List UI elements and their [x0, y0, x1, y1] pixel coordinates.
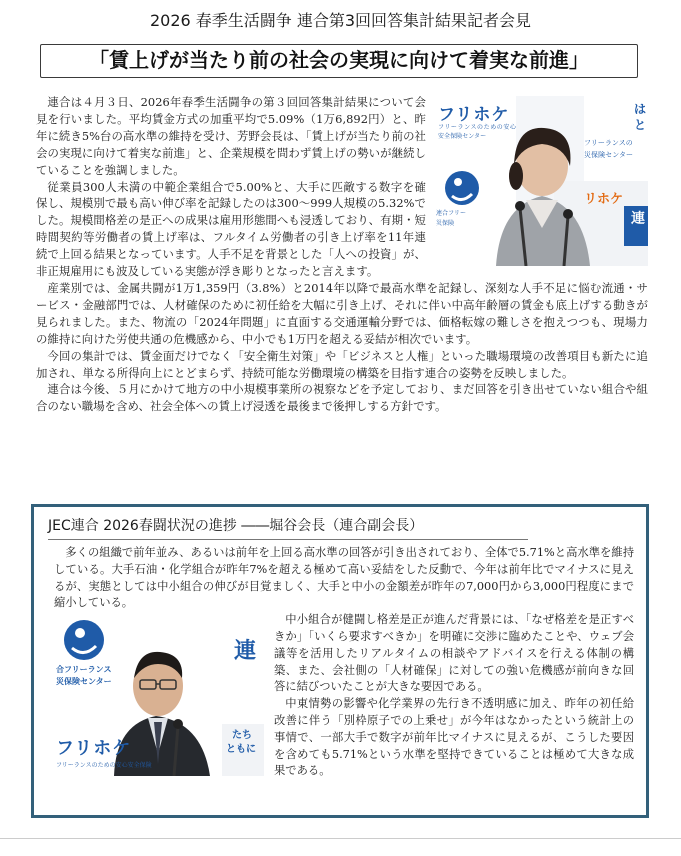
jec-sidebar-box: [31, 504, 649, 818]
side-text-b: と: [634, 118, 647, 132]
article-paragraph: 産業別では、金属共闘が1万1,359円（3.8%）と2014年以降で最高水準を記録し、深刻な人手不足に悩む流通・サービス・金融部門では、人材確保のために初任給を大幅に引き上げ、それに伴い中高年齢層の賃金も底上げする動きが見られました。また、物流の「2024年問題」に直面する交通運輸分野では、価格転嫁の難しさを抱えつつも、現場力の維持に向けた労使共通の危機感から、中小でも1万円を超える妥結が相次でいます。: [36, 280, 648, 346]
sign2-fuhoke: フリホケ: [56, 738, 132, 760]
article-paragraph: 連合は今後、５月にかけて地方の中小規模事業所の視察などを予定しており、まだ回答を引き出せていない組合や組合のない職場を含め、社会全体への賃上げ浸透を最後まで後押しする方針です。: [36, 382, 648, 414]
jec-heading: JEC連合 2026春闘状況の進捗 ――堀谷会長（連合副会長）: [48, 515, 528, 540]
headline-box: [40, 44, 638, 78]
jec-body: [54, 545, 634, 780]
sign-subtitle: フリーランスのための安心安全保険センター: [438, 124, 516, 140]
side-text-a: は: [634, 102, 647, 116]
sign-text-c: フリーランスの: [584, 139, 633, 147]
bottom-divider: [0, 838, 681, 839]
jec-paragraph: 中東情勢の影響や化学業界の先行き不透明感に加え、昨年の初任給改善に伴う「別枠原子での上乗せ」が今年はなかったという統計上の事情で、一部大手で数字が前年比マイナスに見えるが、こうした要因を含めても5.71%という水準を堅持できていることは極めて大きな成果である。: [274, 697, 634, 778]
sign-text-g: リホケ: [584, 192, 624, 207]
sign2-text-a: 合フリーランス: [56, 665, 112, 675]
sign-text-f: 災保険: [436, 220, 455, 227]
sign2-side-c: ともに: [226, 744, 256, 756]
press-photo-chair: [434, 96, 648, 266]
article-paragraph: 連合は４月３日、2026年春季生活闘争の第３回回答集計結果について会見を行いました。平均賃金方式の加重平均で5.09%（1万6,892円）と、昨年に続き5%台の高水準の維持を受け、芳野会長は、「賃上げが当たり前の社会の実現に向けて着実な前進」と、企業規模を問わず賃上げの勢いが継続していることを強調しました。: [36, 95, 426, 177]
page-header: 2026 春季生活闘争 連合第3回回答集計結果記者会見: [149, 11, 532, 30]
jec-paragraph: 中小組合が健闘し格差是正が進んだ背景には、「なぜ格差を是正すべきか」「いくら要求すべきか」を明確に交渉に臨めたことや、ウェブ会議等を活用したリアルタイムの相談やアドバイスを行える体制の構築、また、会社側の「人材確保」に対しての強い危機感が前向きな回答に結びついたことが大きな要因である。: [274, 613, 634, 694]
sign2-side-b: たち: [232, 730, 252, 742]
press-photo-jec-chair: [54, 614, 264, 776]
article-paragraph: 従業員300人未満の中範企業組合で5.00%と、大手に匹敵する数字を確保し、規模別で最も高い伸び率を記録したのは300～999人規模の5.32%でした。規模間格差の是正への成果は雇用形態間へも浸透しており、有期・短時間契約等労働者の賃上げ率は、フルタイム労働者の引き上げ率を11年連続で上回る結果となっています。人手不足を背景とした「人への投資」が、非正規雇用にも波及している実態が浮き彫りとなったと言えます。: [36, 179, 426, 279]
sign2-text-b: 災保険センター: [56, 677, 112, 687]
sign-fuhoke: フリホケ: [438, 105, 510, 125]
sign-text-e: 連合フリー: [436, 210, 467, 217]
side-text-c: 連: [631, 211, 646, 227]
sign2-subtitle: フリーランスのための安心安全保険: [56, 762, 152, 770]
sign2-side-a: 連: [234, 639, 257, 665]
sign-text-d: 災保険センター: [584, 151, 634, 159]
article-paragraph: 今回の集計では、賃金面だけでなく「安全衛生対策」や「ビジネスと人権」といった職場環境の改善項目も新たに追加され、単なる所得向上にとどまらず、持続可能な労働環境の構築を目指す連合の姿勢を反映しました。: [36, 348, 648, 380]
jec-paragraph: 多くの組織で前年並み、あるいは前年を上回る高水準の回答が引き出されており、全体で5.71%と高水準を維持している。大手石油・化学組合が昨年7%を超える極めて高い妥結をした反動で、今年は前年比でマイナスに見えるが、実態としては中小組合の伸びが目覚ましく、大手と中小の金額差が昨年の7,000円から3,000円程度にまで縮小している。: [54, 546, 634, 610]
main-article: [36, 94, 648, 415]
headline: 「賃上げが当たり前の社会の実現に向けて着実な前進」: [89, 48, 589, 72]
